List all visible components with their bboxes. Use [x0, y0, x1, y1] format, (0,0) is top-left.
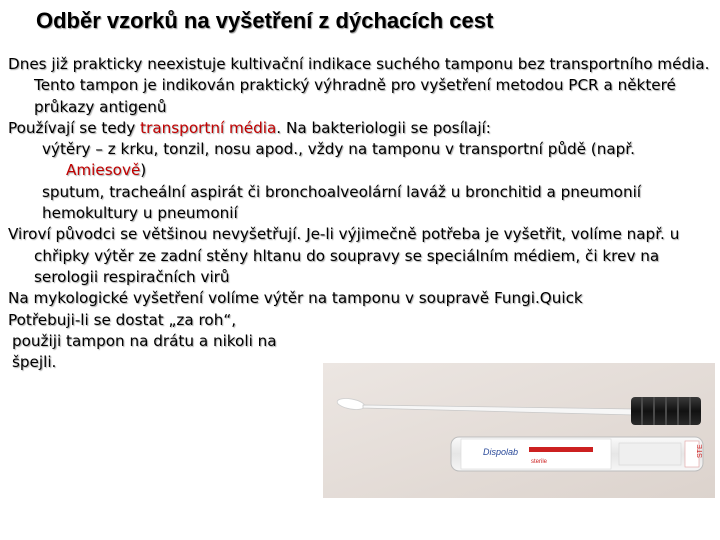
paragraph-wire-line1: Potřebuji-li se dostat „za roh“,	[8, 310, 237, 329]
swab-kit-illustration	[323, 363, 715, 498]
swabs-close: )	[140, 161, 147, 180]
label-brand: Dispolab	[483, 447, 519, 457]
label-red-text: sterile	[531, 459, 548, 465]
transport-media-outro: . Na bakteriologii se posílají:	[276, 118, 491, 137]
transport-media-highlight: transportní média	[140, 118, 277, 137]
list-item-sputum: sputum, tracheální aspirát či bronchoalveolární laváž u bronchitid a pneumonií	[42, 182, 642, 201]
paragraph-wire-line2: použiji tampon na drátu a nikoli na	[12, 331, 277, 350]
body-text	[8, 54, 713, 373]
swabs-text: výtěry – z krku, tonzil, nosu apod., vždy na tamponu v transportní půdě (např.	[42, 140, 635, 159]
paragraph-viral: Viroví původci se většinou nevyšetřují. Je-li výjimečně potřeba je vyšetřit, volíme např. u chřipky výtěr ze zadní stěny hltanu do soupravy se speciálním médiem, či krev na serologii respiračních virů	[8, 225, 680, 286]
transport-media-intro: Používají se tedy	[8, 118, 141, 137]
slide-title: Odběr vzorků na vyšetření z dýchacích cest	[36, 8, 494, 33]
transport-tube	[451, 437, 704, 471]
list-item-swabs	[8, 139, 713, 182]
paragraph-pcr: Dnes již prakticky neexistuje kultivační indikace suchého tamponu bez transportního média. Tento tampon je indikován praktický výhradně pro vyšetření metodou PCR a některé průkazy antigenů	[8, 55, 710, 116]
paragraph-mycology: Na mykologické vyšetření volíme výtěr na tamponu v soupravě Fungi.Quick	[8, 289, 583, 308]
swab-kit-photo	[323, 363, 715, 498]
list-item-hemocultures: hemokultury u pneumonií	[42, 204, 238, 223]
amies-highlight: Amiesově	[66, 161, 141, 180]
paragraph-transport-media	[8, 118, 713, 139]
label-side: STE	[697, 444, 704, 458]
swab-cap	[631, 397, 701, 425]
paragraph-wire-line3: špejli.	[12, 353, 57, 372]
